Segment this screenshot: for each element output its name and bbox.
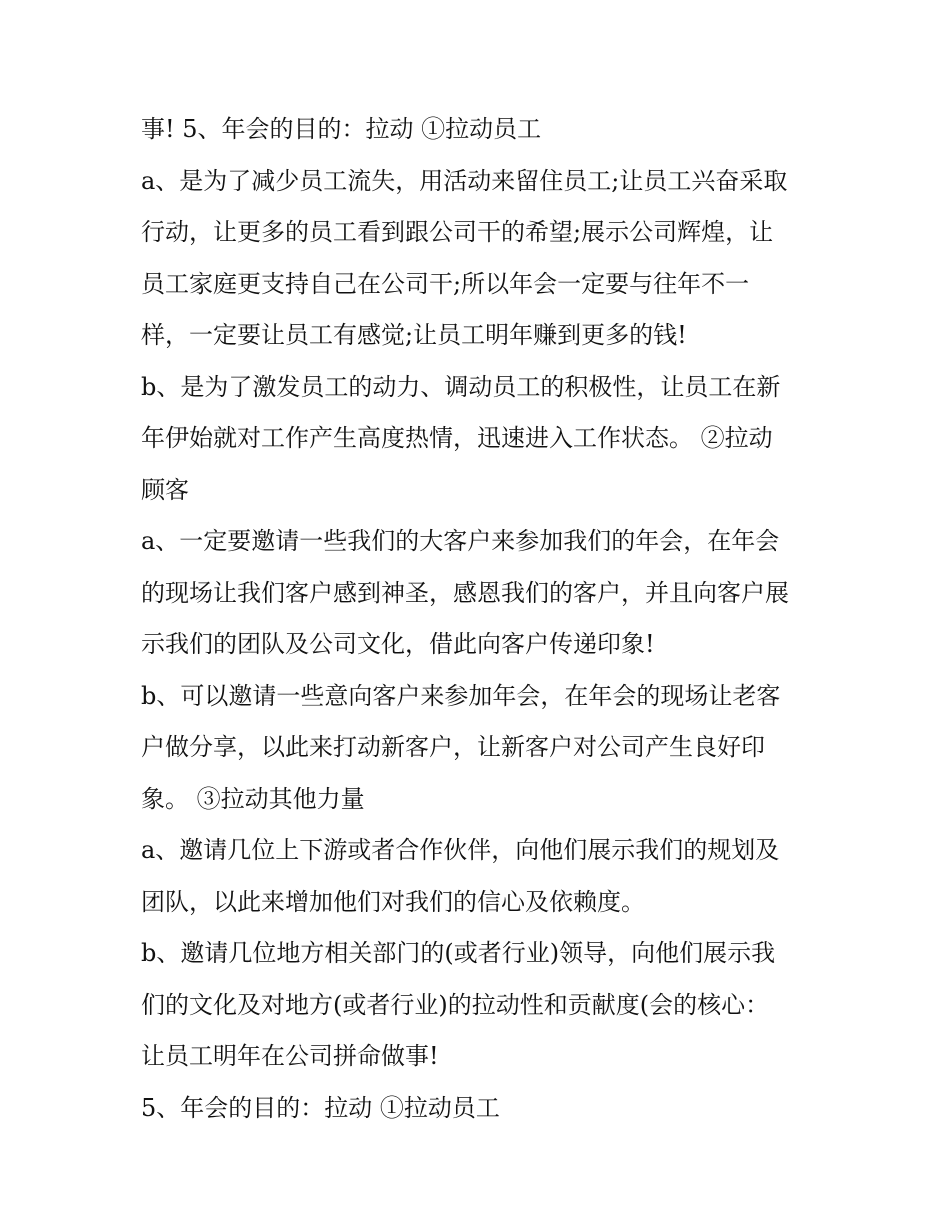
- text-line: b、是为了激发员工的动力、调动员工的积极性，让员工在新: [141, 372, 781, 401]
- text-line: 员工家庭更支持自己在公司干;所以年会一定要与往年不一: [141, 269, 750, 298]
- text-line: 样，一定要让员工有感觉;让员工明年赚到更多的钱!: [141, 321, 687, 349]
- text-line: 让员工明年在公司拼命做事!: [141, 1042, 439, 1070]
- text-line: 行动，让更多的员工看到跟公司干的希望;展示公司辉煌，让: [141, 218, 774, 246]
- text-line: 象。 ③拉动其他力量: [141, 784, 365, 813]
- text-line: 年伊始就对工作产生高度热情，迅速进入工作状态。 ②拉动: [141, 424, 773, 452]
- text-line: 5、年会的目的：拉动 ①拉动员工: [141, 1093, 500, 1122]
- text-line: 示我们的团队及公司文化，借此向客户传递印象!: [141, 630, 655, 658]
- text-line: 的现场让我们客户感到神圣，感恩我们的客户，并且向客户展: [141, 578, 789, 607]
- text-line: 事! 5、年会的目的：拉动 ①拉动员工: [141, 115, 542, 143]
- text-line: b、可以邀请一些意向客户来参加年会，在年会的现场让老客: [141, 681, 781, 710]
- text-line: b、邀请几位地方相关部门的(或者行业)领导，向他们展示我: [141, 939, 776, 967]
- text-line: a、是为了减少员工流失，用活动来留住员工;让员工兴奋采取: [141, 166, 788, 195]
- text-line: 们的文化及对地方(或者行业)的拉动性和贡献度(会的核心：: [141, 990, 770, 1019]
- text-line: 户做分享，以此来打动新客户，让新客户对公司产生良好印: [141, 733, 765, 761]
- text-line: a、一定要邀请一些我们的大客户来参加我们的年会，在年会: [141, 527, 780, 555]
- text-line: 团队，以此来增加他们对我们的信心及依赖度。: [141, 887, 645, 916]
- document-body: [141, 104, 831, 1134]
- text-line: a、邀请几位上下游或者合作伙伴，向他们展示我们的规划及: [141, 836, 780, 864]
- text-line: 顾客: [141, 475, 189, 504]
